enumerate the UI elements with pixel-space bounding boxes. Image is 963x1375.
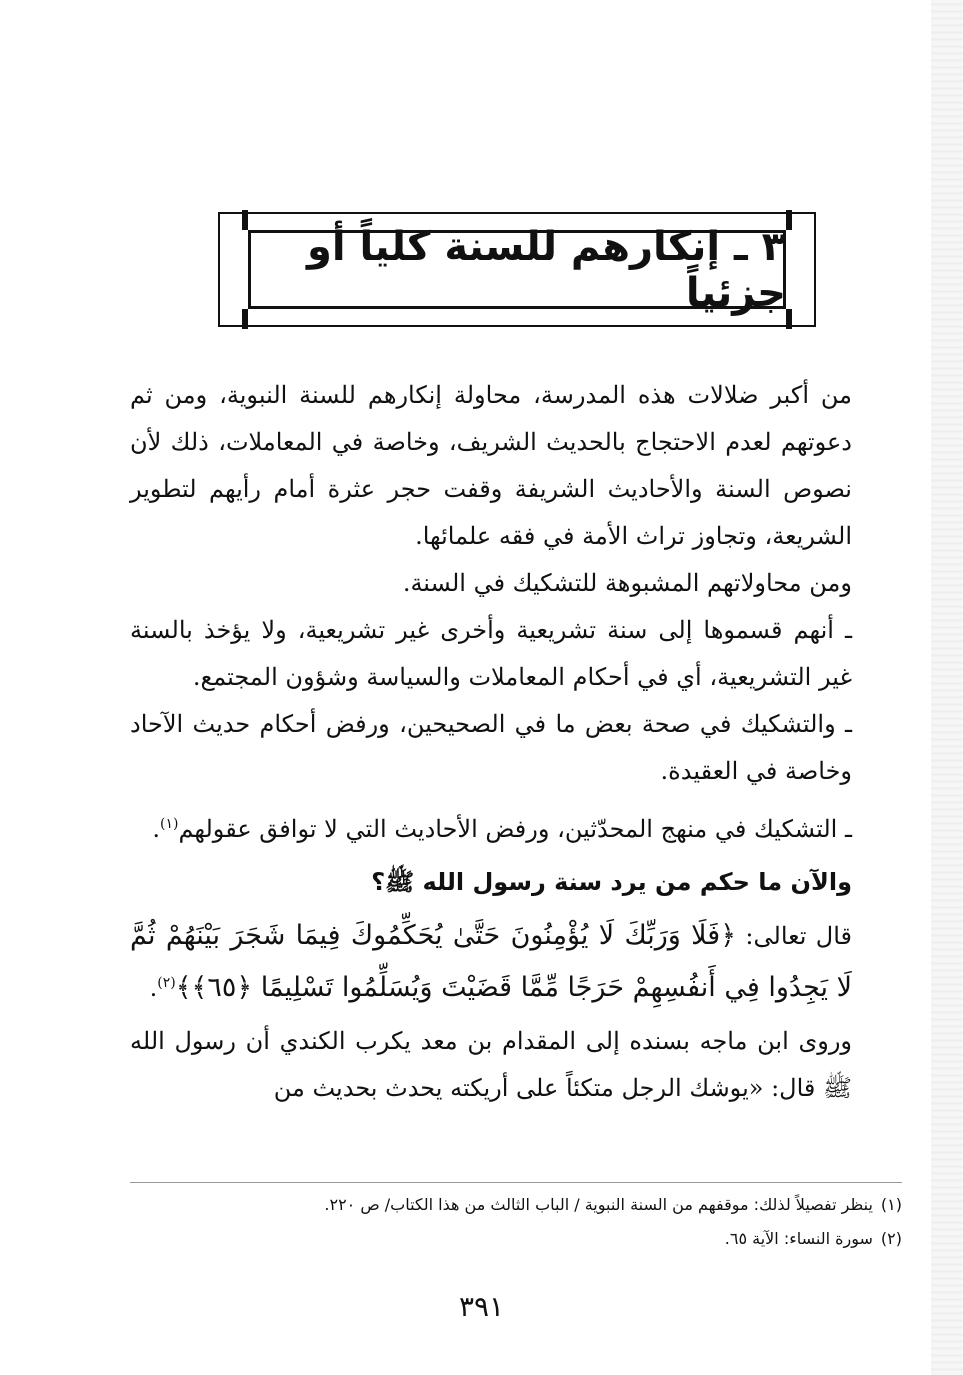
footnote-number: (١)	[880, 1195, 902, 1214]
footnote-text: ينظر تفصيلاً لذلك: موقفهم من السنة النبوية / الباب الثالث من هذا الكتاب/ ص ٢٢٠.	[324, 1195, 873, 1214]
scan-edge-texture	[931, 0, 963, 1375]
footnote	[130, 1188, 902, 1222]
footnote-number: (٢)	[880, 1229, 902, 1248]
frame-ornament	[786, 309, 792, 329]
paragraph	[130, 912, 902, 1012]
page-number: ٣٩١	[458, 1290, 505, 1323]
quran-verse: ﴿فَلَا وَرَبِّكَ لَا يُؤْمِنُونَ حَتَّىٰ يُحَكِّمُوكَ فِيمَا شَجَرَ بَيْنَهُمْ ثُمَّ لَا يَجِدُوا فِي أَنفُسِهِمْ حَرَجًا مِّمَّا قَضَيْتَ وَيُسَلِّمُوا تَسْلِيمًا ﴿٦٥﴾﴾	[130, 920, 852, 1003]
paragraph: وروى ابن ماجه بسنده إلى المقدام بن معد يكرب الكندي أن رسول الله ﷺ قال: «يوشك الرجل متكئاً على أريكته يحدث بحديث من	[130, 1027, 852, 1102]
paragraph-text: قال تعالى:	[745, 922, 853, 950]
paragraph-end: .	[152, 815, 160, 843]
paragraph: ـ والتشكيك في صحة بعض ما في الصحيحين، ورفض أحكام حديث الآحاد وخاصة في العقيدة.	[130, 710, 852, 785]
paragraph-end: .	[149, 974, 158, 1002]
question-heading: والآن ما حكم من يرد سنة رسول الله ﷺ؟	[371, 868, 852, 896]
footnote	[130, 1222, 902, 1256]
paragraph	[130, 801, 902, 853]
body-text	[130, 372, 902, 1112]
footnote-text: سورة النساء: الآية ٦٥.	[724, 1229, 873, 1248]
footnote-divider	[130, 1182, 902, 1183]
chapter-title-frame	[218, 212, 816, 327]
footnote-ref: (٢)	[157, 975, 176, 991]
frame-ornament	[786, 210, 792, 230]
footnotes	[130, 1188, 902, 1256]
paragraph: ومن محاولاتهم المشبوهة للتشكيك في السنة.	[402, 569, 852, 597]
paragraph: من أكبر ضلالات هذه المدرسة، محاولة إنكارهم للسنة النبوية، ومن ثم دعوتهم لعدم الاحتجاج بالحديث الشريف، وخاصة في المعاملات، ذلك لأن نصوص السنة والأحاديث الشريفة وقفت حجر عثرة أمام رأيهم لتطوير الشريعة، وتجاوز تراث الأمة في فقه علمائها.	[130, 381, 852, 550]
footnote-ref: (١)	[159, 816, 179, 832]
chapter-title: ٣ ـ إنكارهم للسنة كلياً أو جزئياً	[306, 223, 786, 316]
paragraph: ـ أنهم قسموها إلى سنة تشريعية وأخرى غير تشريعية، ولا يؤخذ بالسنة غير التشريعية، أي في أحكام المعاملات والسياسة وشؤون المجتمع.	[130, 616, 852, 691]
paragraph-text: ـ التشكيك في منهج المحدّثين، ورفض الأحاديث التي لا توافق عقولهم	[178, 815, 852, 843]
